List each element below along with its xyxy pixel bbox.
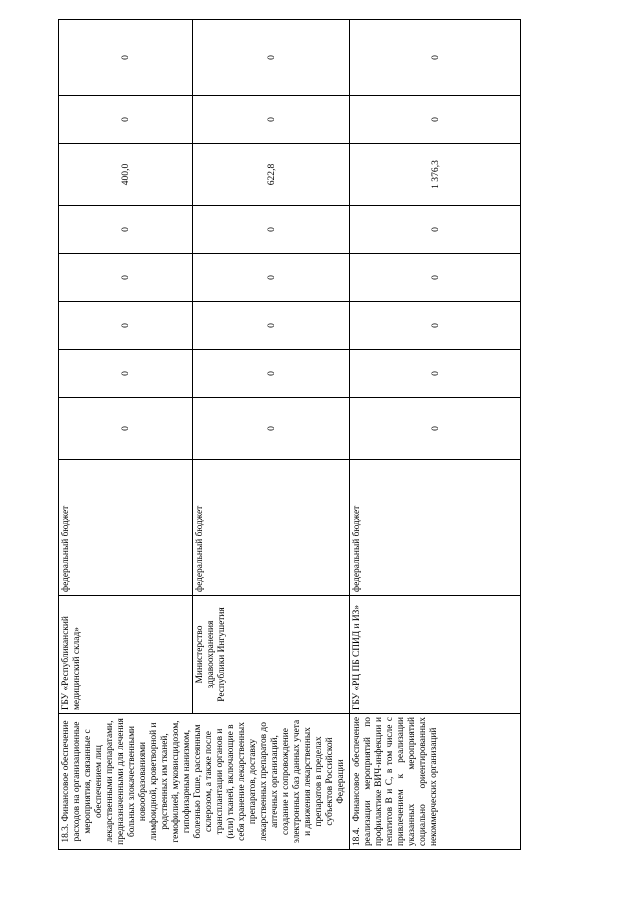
value-cell: 0 — [59, 302, 193, 350]
funding-source-cell: федеральный бюджет — [193, 460, 350, 596]
value-cell: 0 — [350, 206, 521, 254]
executor-cell: Министерство здравоохранения Республики Ингушетия — [193, 596, 350, 714]
value-cell: 622,8 — [193, 144, 350, 206]
executor-cell: ГБУ «РЦ ПБ СПИД и ИЗ» — [350, 596, 521, 714]
value-cell: 0 — [59, 206, 193, 254]
value-cell: 1 376,3 — [350, 144, 521, 206]
value-cell: 0 — [193, 302, 350, 350]
value-cell: 0 — [350, 96, 521, 144]
value-cell: 0 — [350, 20, 521, 96]
value-cell: 0 — [193, 254, 350, 302]
program-finance-table — [58, 19, 521, 850]
value-cell: 0 — [59, 350, 193, 398]
value-cell: 0 — [59, 96, 193, 144]
table-row — [350, 20, 521, 850]
value-cell: 0 — [193, 398, 350, 460]
measure-name-text: 18.3. Финансовое обеспечение расходов на организационные мероприятия, связанные с обеспечением лиц лекарственными препаратами, предназначенными для лечения больных злокачественными новообразованиями лимфоидной, кроветворной и родственных им тканей, гемофилией, муковисцидозом, гипофизарным нанизмом, болезнью Гоше, рассеянным склерозом, а также после трансплантации органов и (или) тканей, включающие в себя хранение лекарственных препаратов, доставку лекарственных препаратов до аптечных организаций, создание и сопровождение электронных баз данных учета и движения лекарственных препаратов в пределах субъектов Российской Федерации — [61, 718, 346, 845]
value-cell: 0 — [59, 398, 193, 460]
value-cell: 0 — [193, 20, 350, 96]
value-cell: 0 — [59, 254, 193, 302]
measure-name-text: 18.4. Финансовое обеспечение реализации мероприятий по профилактике ВИЧ-инфекции и гепатитов B и C, в том числе с привлечением к реализации указанных мероприятий социально ориентированных некоммерческих организаций — [352, 717, 439, 846]
value-cell: 0 — [59, 20, 193, 96]
rotated-table-wrapper — [58, 20, 520, 850]
measure-name-cell — [350, 714, 521, 850]
value-cell: 0 — [350, 302, 521, 350]
funding-source-cell: федеральный бюджет — [350, 460, 521, 596]
table-row — [59, 20, 193, 850]
value-cell: 0 — [350, 254, 521, 302]
value-cell: 0 — [350, 350, 521, 398]
measure-name-cell — [59, 714, 350, 850]
value-cell: 0 — [193, 96, 350, 144]
value-cell: 400,0 — [59, 144, 193, 206]
executor-cell: ГБУ «Республиканский медицинский склад» — [59, 596, 193, 714]
value-cell: 0 — [350, 398, 521, 460]
value-cell: 0 — [193, 206, 350, 254]
value-cell: 0 — [193, 350, 350, 398]
funding-source-cell: федеральный бюджет — [59, 460, 193, 596]
